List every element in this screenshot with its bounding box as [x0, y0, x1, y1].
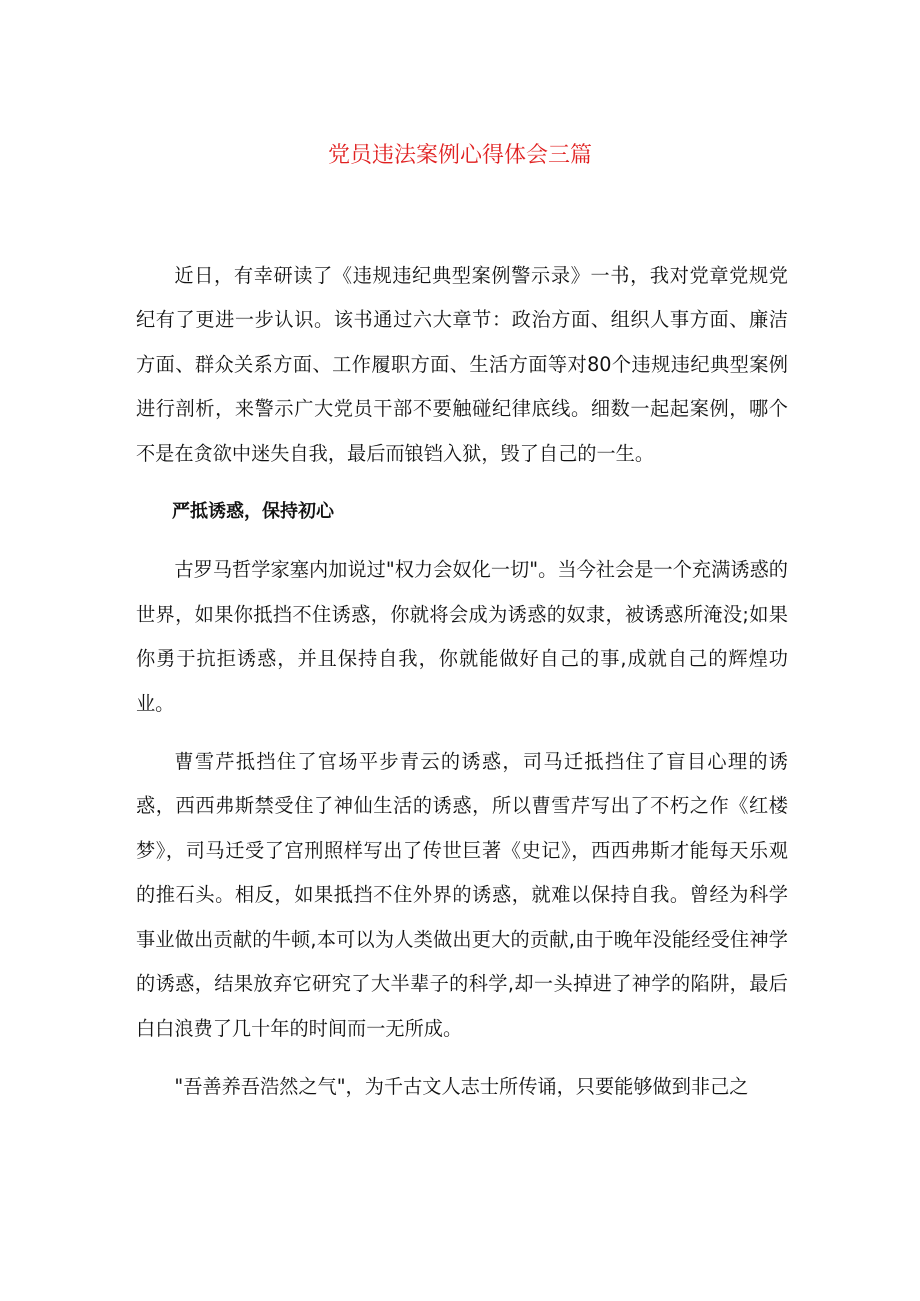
paragraph-intro: 近日，有幸研读了《违规违纪典型案例警示录》一书，我对党章党规党纪有了更进一步认识。该书通过六大章节：政治方面、组织人事方面、廉洁方面、群众关系方面、工作履职方面、生活方面等对80个违规违纪典型案例进行剖析，来警示广大党员干部不要触碰纪律底线。细数一起起案例，哪个不是在贪欲中迷失自我，最后而锒铛入狱，毁了自己的一生。 — [136, 264, 788, 465]
paragraph-examples: 曹雪芹抵挡住了官场平步青云的诱惑，司马迁抵挡住了盲目心理的诱惑，西西弗斯禁受住了神仙生活的诱惑，所以曹雪芹写出了不朽之作《红楼梦》，司马迁受了宫刑照样写出了传世巨著《史记》，西西弗斯才能每天乐观的推石头。相反，如果抵挡不住外界的诱惑，就难以保持自我。曾经为科学事业做出贡献的牛顿,本可以为人类做出更大的贡献,由于晚年没能经受住神学的诱惑，结果放弃它研究了大半辈子的科学,却一头掉进了神学的陷阱，最后白白浪费了几十年的时间而一无所成。 — [136, 750, 788, 1040]
document-body — [136, 254, 788, 1109]
document-title: 党员违法案例心得体会三篇 — [327, 143, 592, 168]
paragraph-quote: "吾善养吾浩然之气"，为千古文人志士所传诵，只要能够做到非己之 — [174, 1074, 749, 1098]
paragraph-temptation: 古罗马哲学家塞内加说过"权力会奴化一切"。当今社会是一个充满诱惑的世界，如果你抵挡不住诱惑，你就将会成为诱惑的奴隶，被诱惑所淹没;如果你勇于抗拒诱惑，并且保持自我，你就能做好自己的事,成就自己的辉煌功业。 — [136, 558, 788, 715]
section-heading: 严抵诱惑，保持初心 — [172, 501, 334, 523]
